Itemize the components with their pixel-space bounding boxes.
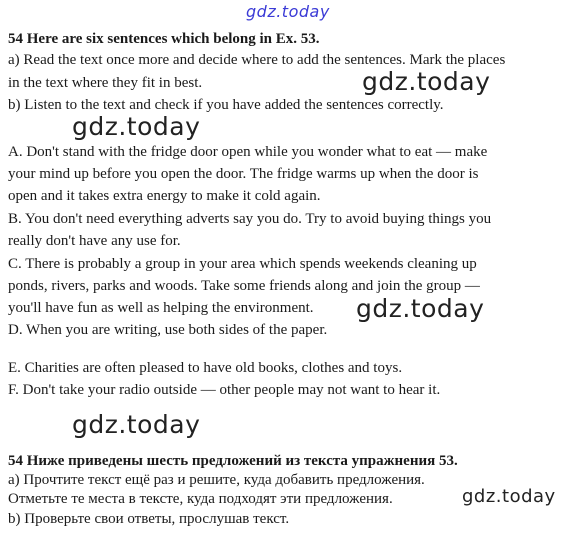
exercise-heading-english: 54 Here are six sentences which belong in Ex. 53. xyxy=(8,31,320,47)
sentence-b-line-2: really don't have any use for. xyxy=(8,233,181,249)
russian-task-a-line-2: Отметьте те места в тексте, куда подходят эти предложения. xyxy=(8,491,393,507)
sentence-c-line-3: you'll have fun as well as helping the environment. xyxy=(8,300,314,316)
watermark-top: gdz.today xyxy=(246,2,330,21)
sentence-c-line-1: C. There is probably a group in your area which spends weekends cleaning up xyxy=(8,256,477,272)
sentence-c-line-2: ponds, rivers, parks and woods. Take some friends along and join the group — xyxy=(8,278,480,294)
watermark-4: gdz.today xyxy=(72,410,201,439)
watermark-3: gdz.today xyxy=(356,294,485,323)
russian-task-b-line: b) Проверьте свои ответы, прослушав текст. xyxy=(8,511,290,527)
task-a-line-1: a) Read the text once more and decide where to add the sentences. Mark the places xyxy=(8,52,506,68)
sentence-b-line-1: B. You don't need everything adverts say you do. Try to avoid buying things you xyxy=(8,211,492,227)
task-b-line: b) Listen to the text and check if you have added the sentences correctly. xyxy=(8,97,444,113)
task-a-line-2: in the text where they fit in best. xyxy=(8,75,203,91)
sentence-a-line-3: open and it takes extra energy to make it cold again. xyxy=(8,188,321,204)
watermark-2: gdz.today xyxy=(72,112,201,141)
sentence-d-line: D. When you are writing, use both sides of the paper. xyxy=(8,322,328,338)
sentence-a-line-1: A. Don't stand with the fridge door open while you wonder what to eat — make xyxy=(8,144,488,160)
exercise-heading-russian: 54 Ниже приведены шесть предложений из текста упражнения 53. xyxy=(8,453,458,469)
watermark-5: gdz.today xyxy=(462,486,556,507)
sentence-a-line-2: your mind up before you open the door. The fridge warms up when the door is xyxy=(8,166,479,182)
watermark-1: gdz.today xyxy=(362,67,491,96)
sentence-e-line: E. Charities are often pleased to have old books, clothes and toys. xyxy=(8,360,403,376)
russian-task-a-line-1: а) Прочтите текст ещё раз и решите, куда добавить предложения. xyxy=(8,472,425,488)
sentence-f-line: F. Don't take your radio outside — other people may not want to hear it. xyxy=(8,382,441,398)
